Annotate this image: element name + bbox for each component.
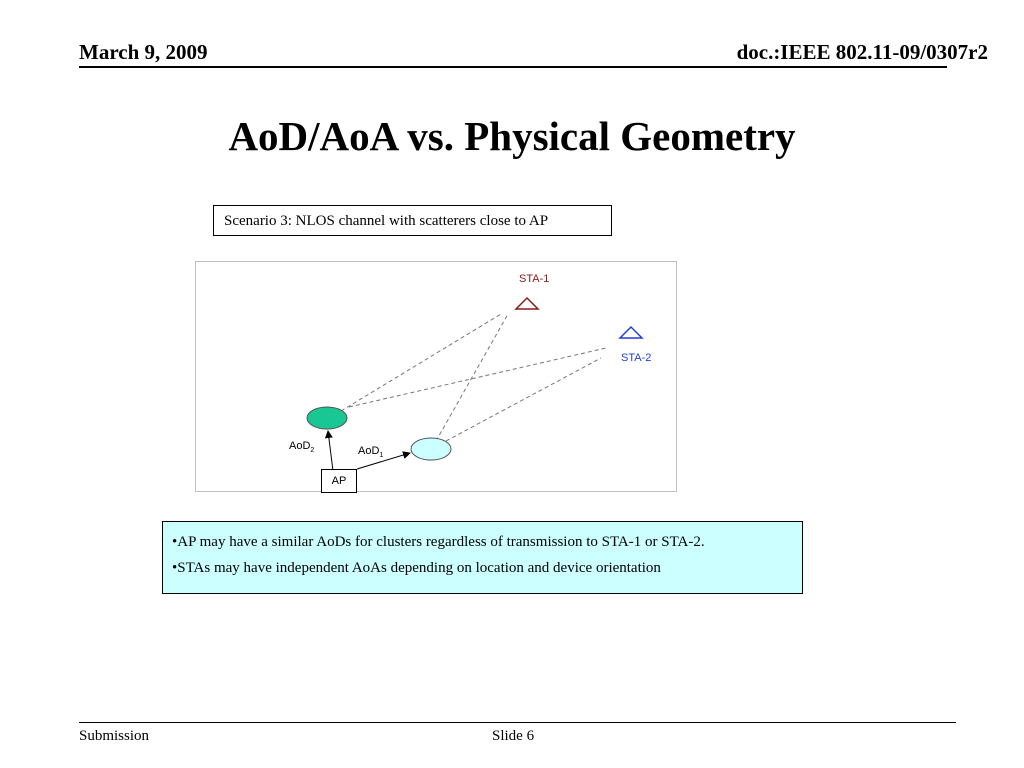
scenario-label: Scenario 3: NLOS channel with scatterers close to AP (213, 205, 612, 236)
aod2-label: AoD$_2$ (289, 440, 315, 455)
note-item: •STAs may have independent AoAs depending on location and device orientation (172, 560, 661, 576)
slide-title: AoD/AoA vs. Physical Geometry (228, 113, 796, 159)
path-cluster2-sta2 (349, 348, 606, 407)
geometry-diagram (195, 261, 677, 492)
note-item: •AP may have a similar AoDs for clusters regardless of transmission to STA-1 or STA-2. (172, 534, 705, 550)
header-date: March 9, 2009 (79, 40, 208, 64)
sta2-label: STA-2 (621, 352, 652, 364)
aod1-label: AoD$_1$ (358, 445, 384, 460)
aod2-arrow (328, 431, 333, 471)
footer-submission: Submission (79, 728, 150, 744)
ap-box: AP (321, 469, 357, 493)
scatterer-cluster-1 (411, 438, 451, 460)
header-doc-id: doc.:IEEE 802.11-09/0307r2 (736, 40, 988, 64)
sta1-triangle-icon (516, 298, 538, 309)
notes-box (162, 521, 803, 594)
sta2-triangle-icon (620, 327, 642, 338)
path-cluster1-sta2 (446, 358, 601, 441)
footer-slide-number: Slide 6 (492, 728, 535, 744)
sta1-label: STA-1 (519, 273, 550, 285)
header-rule (79, 66, 947, 68)
footer-rule (79, 722, 956, 723)
diagram-canvas (196, 262, 678, 493)
scatterer-cluster-2 (307, 407, 347, 429)
path-cluster2-sta1 (341, 314, 501, 411)
path-cluster1-sta1 (436, 314, 508, 441)
